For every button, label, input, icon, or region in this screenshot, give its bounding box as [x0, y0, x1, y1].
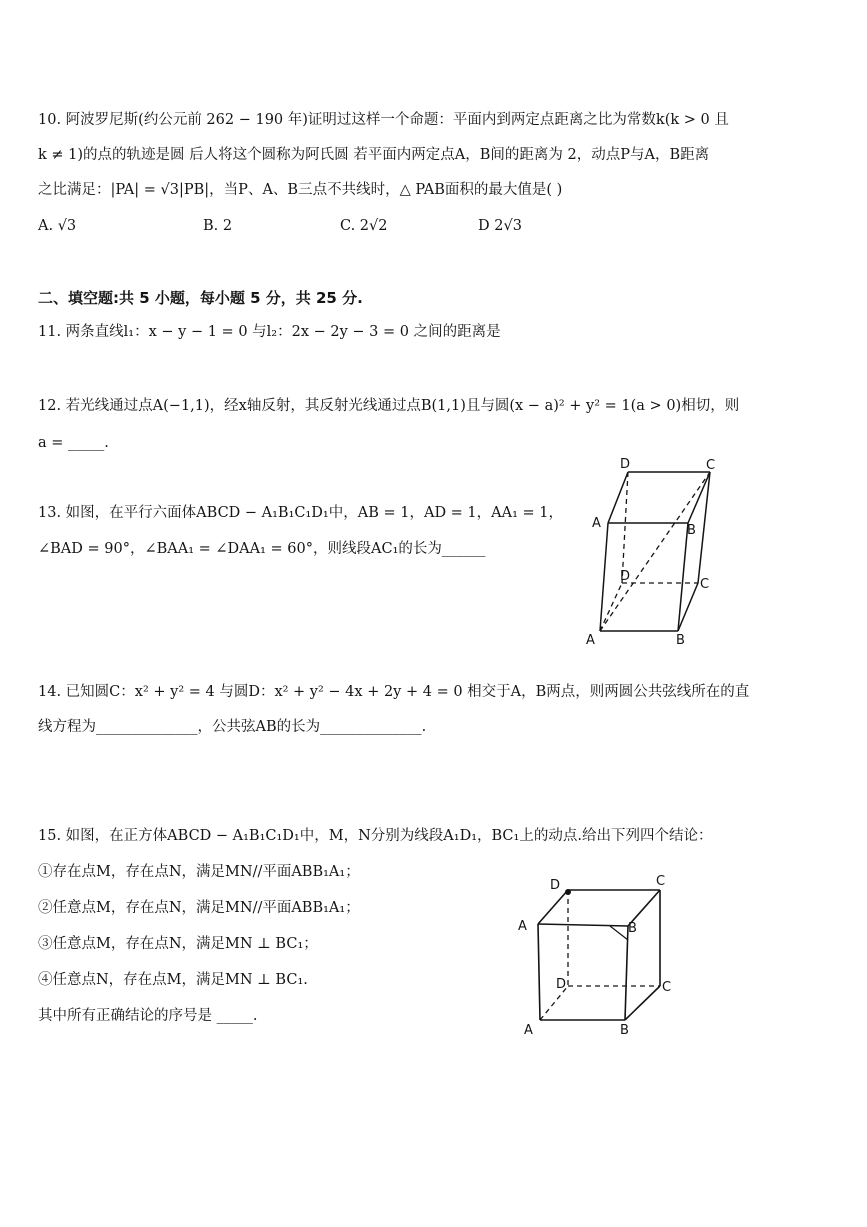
label-a1: A	[518, 919, 527, 934]
section-2-title: 二、填空题:共 5 小题，每小题 5 分，共 25 分.	[38, 289, 363, 307]
edge-c1-c	[698, 472, 710, 583]
label-b: B	[620, 1023, 629, 1038]
q12-line-1: 12. 若光线通过点A(−1,1)，经x轴反射，其反射光线通过点B(1,1)且与圆(x − a)² + y² = 1(a > 0)相切，则	[38, 398, 740, 414]
edge-b-c	[678, 583, 698, 631]
label-d: D	[556, 977, 567, 992]
label-c: C	[662, 980, 672, 995]
label-c1: C	[656, 874, 666, 889]
edge-a1-a	[538, 924, 540, 1020]
label-a: A	[524, 1023, 533, 1038]
label-c1: C	[706, 458, 716, 473]
label-c: C	[700, 577, 710, 592]
edge-b1-b	[678, 523, 688, 631]
q13-line-2: ∠BAD = 90°，∠BAA₁ = ∠DAA₁ = 60°，则线段AC₁的长为______	[38, 541, 486, 557]
q10-line-1: 10. 阿波罗尼斯(约公元前 262 − 190 年)证明过这样一个命题：平面内到两定点距离之比为常数k(k > 0 且	[38, 112, 729, 128]
q15-line-1: 15. 如图，在正方体ABCD − A₁B₁C₁D₁中，M，N分别为线段A₁D₁，BC₁上的动点.给出下列四个结论：	[38, 828, 713, 844]
label-b1: B	[628, 921, 637, 936]
label-d: D	[620, 569, 631, 584]
edge-a1-d1	[538, 890, 568, 924]
parallelepiped-figure	[580, 450, 730, 650]
label-d1: D	[550, 878, 561, 893]
q10-option-c: C. 2√2	[340, 218, 388, 234]
q10-option-b: B. 2	[203, 218, 233, 234]
point-marker	[565, 889, 571, 895]
label-a: A	[586, 633, 595, 648]
edge-b-c	[625, 986, 660, 1020]
q15-answer-line: 其中所有正确结论的序号是 _____.	[38, 1008, 258, 1024]
label-a1: A	[592, 516, 601, 531]
diagonal-a-c1	[600, 472, 710, 631]
q15-item-3: ③任意点M，存在点N，满足MN ⊥ BC₁；	[38, 936, 318, 952]
q14-line-1: 14. 已知圆C：x² + y² = 4 与圆D：x² + y² − 4x + 2y + 4 = 0 相交于A，B两点，则两圆公共弦线所在的直	[38, 684, 750, 700]
q10-option-a: A. √3	[38, 218, 77, 234]
q15-item-2: ②任意点M，存在点N，满足MN//平面ABB₁A₁；	[38, 900, 360, 916]
edge-a1-a	[600, 523, 608, 631]
cube-figure	[510, 868, 690, 1038]
q15-item-4: ④任意点N，存在点M，满足MN ⊥ BC₁.	[38, 972, 308, 988]
q10-line-3: 之比满足：|PA| = √3|PB|，当P、A、B三点不共线时，△ PAB面积的最大值是( )	[38, 182, 563, 198]
q10-line-2: k ≠ 1)的点的轨迹是圆 后人将这个圆称为阿氏圆 若平面内两定点A，B间的距离为 2，动点P与A，B距离	[38, 147, 710, 163]
q11-line-1: 11. 两条直线l₁：x − y − 1 = 0 与l₂：2x − 2y − 3 = 0 之间的距离是	[38, 324, 501, 340]
edge-a1-d1	[608, 472, 628, 523]
q10-option-d: D 2√3	[478, 218, 522, 234]
q15-item-1: ①存在点M，存在点N，满足MN//平面ABB₁A₁；	[38, 864, 360, 880]
q13-line-1: 13. 如图，在平行六面体ABCD − A₁B₁C₁D₁中，AB = 1，AD = 1，AA₁ = 1，	[38, 505, 564, 521]
q14-line-2: 线方程为______________，公共弦AB的长为______________.	[38, 719, 427, 735]
label-b1: B	[687, 523, 696, 538]
label-b: B	[676, 633, 685, 648]
hidden-edge-d1-d	[620, 472, 631, 584]
label-d1: D	[620, 457, 631, 472]
q12-line-2: a = _____.	[38, 435, 109, 451]
edge-a1-b1	[538, 924, 628, 926]
segment-mn	[610, 926, 628, 940]
